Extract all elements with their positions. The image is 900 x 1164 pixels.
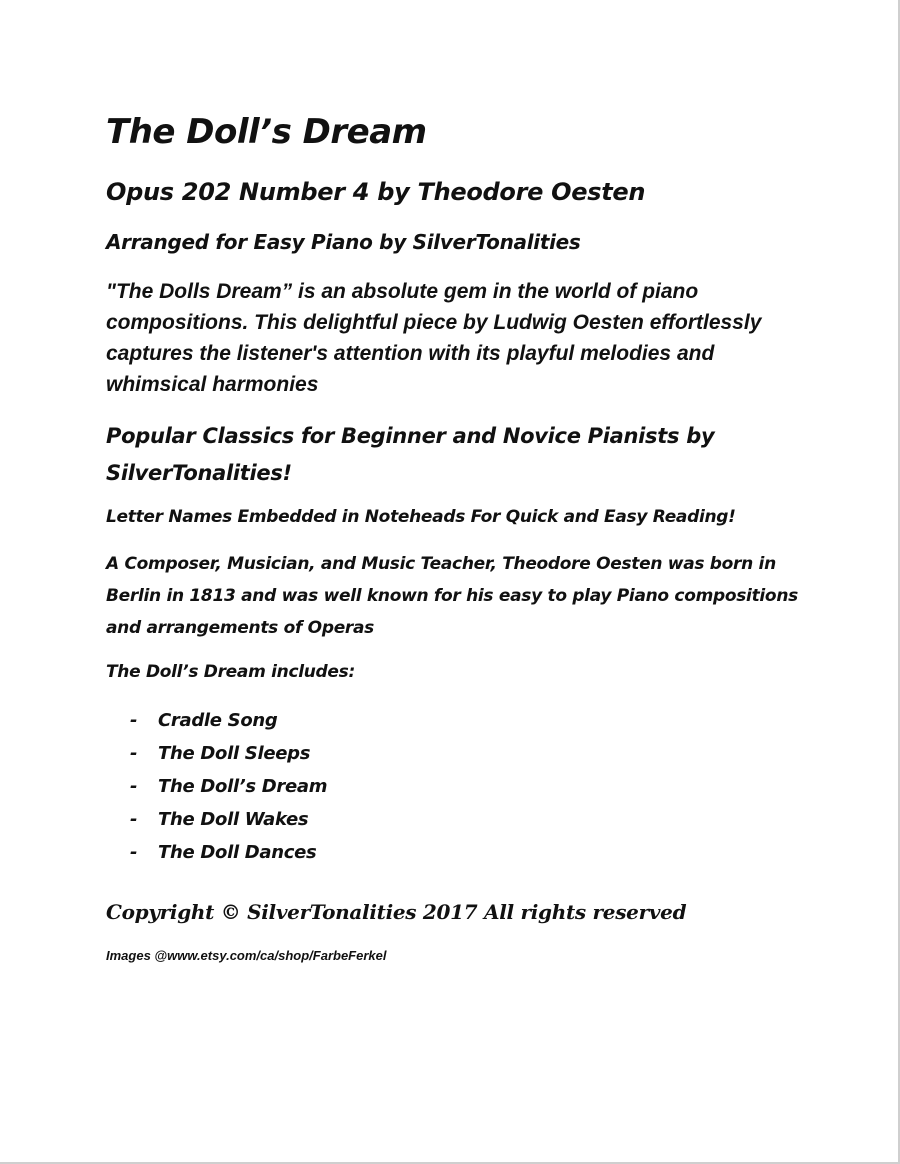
list-bullet: - [130, 743, 138, 764]
list-item [106, 770, 826, 803]
includes-list [106, 704, 826, 869]
list-item-label: The Doll’s Dream [158, 776, 328, 797]
list-item-label: The Doll Dances [158, 842, 317, 863]
composer-bio-paragraph: A Composer, Musician, and Music Teacher, Theodore Oesten was born in Berlin in 1813 and was well known for his easy to play Piano compositions and arrangements of Operas [106, 554, 798, 638]
list-item-label: Cradle Song [158, 710, 278, 731]
list-bullet: - [130, 842, 138, 863]
list-item [106, 737, 826, 770]
list-item [106, 803, 826, 836]
page-content [106, 110, 826, 965]
description-paragraph: "The Dolls Dream” is an absolute gem in the world of piano compositions. This delightful piece by Ludwig Oesten effortlessly captures the listener's attention with its playful melodies and whimsical harmonies [106, 280, 762, 396]
copyright-notice: Copyright © SilverTonalities 2017 All rights reserved [106, 900, 687, 924]
list-bullet: - [130, 710, 138, 731]
arranged-by-line: Arranged for Easy Piano by SilverTonalities [106, 230, 581, 254]
letter-names-line: Letter Names Embedded in Noteheads For Quick and Easy Reading! [106, 507, 736, 527]
list-bullet: - [130, 809, 138, 830]
image-credits: Images @www.etsy.com/ca/shop/FarbeFerkel [106, 948, 387, 963]
list-item [106, 704, 826, 737]
page-subtitle: Opus 202 Number 4 by Theodore Oesten [106, 178, 646, 206]
list-bullet: - [130, 776, 138, 797]
list-item-label: The Doll Sleeps [158, 743, 311, 764]
page-title: The Doll’s Dream [106, 112, 427, 152]
includes-heading: The Doll’s Dream includes: [106, 662, 355, 682]
list-item [106, 836, 826, 869]
list-item-label: The Doll Wakes [158, 809, 309, 830]
popular-classics-line: Popular Classics for Beginner and Novice Pianists by SilverTonalities! [106, 424, 715, 485]
